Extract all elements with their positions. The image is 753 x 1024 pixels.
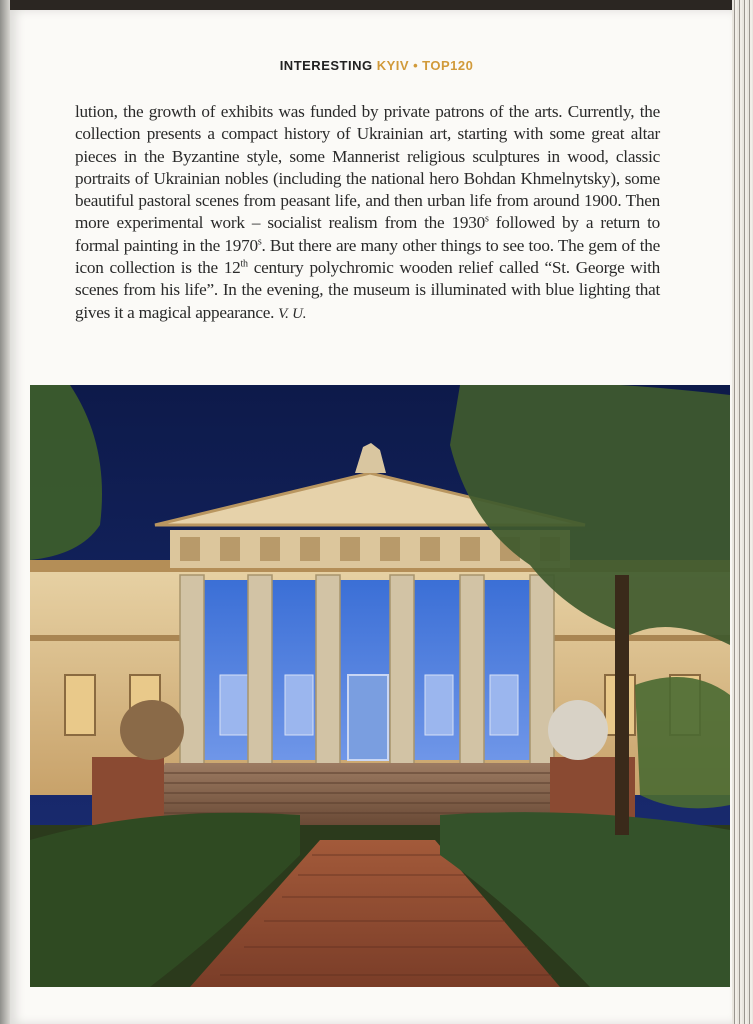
author-signature: V. U. xyxy=(278,305,307,322)
header-series: TOP120 xyxy=(422,58,474,73)
header-prefix: INTERESTING xyxy=(279,58,373,73)
article-text-2: followed by a return to formal painting in the 1970 xyxy=(75,213,660,255)
page-edge-left xyxy=(0,0,10,1024)
running-header xyxy=(0,58,753,73)
article-sup-3: th xyxy=(240,258,248,270)
article-paragraph xyxy=(75,101,660,325)
article-sup-2: s xyxy=(257,236,262,248)
article-text-4: century polychromic wooden relief called “St. George with scenes from his life”. In the evening, the museum is illuminated with blue lighting that gives it a magical appearance. xyxy=(75,258,660,322)
article-text-1: lution, the growth of exhibits was funded by private patrons of the arts. Currently, the collection presents a compact history of Ukrainian art, starting with some great altar pieces in the Byzantine style, some Mannerist religious sculptures in wood, classic portraits of Ukrainian nobles (including the national hero Bohdan Khmelnytsky), some beautiful pastoral scenes from peasant life, and then urban life from around 1900. Then more experimental work – socialist realism from the 1930 xyxy=(75,102,660,233)
right-lion xyxy=(548,700,608,760)
header-separator: • xyxy=(413,58,419,73)
page-edge-right xyxy=(732,0,753,1024)
entrance-door xyxy=(348,675,388,760)
right-tree-trunk xyxy=(615,575,629,835)
left-lion xyxy=(120,700,184,760)
header-city: KYIV xyxy=(376,58,410,73)
article-sup-1: s xyxy=(484,213,489,225)
article-text-3: . But there are many other things to see too. The gem of the icon collection is the 12 xyxy=(75,235,661,278)
museum-photo xyxy=(30,385,730,987)
